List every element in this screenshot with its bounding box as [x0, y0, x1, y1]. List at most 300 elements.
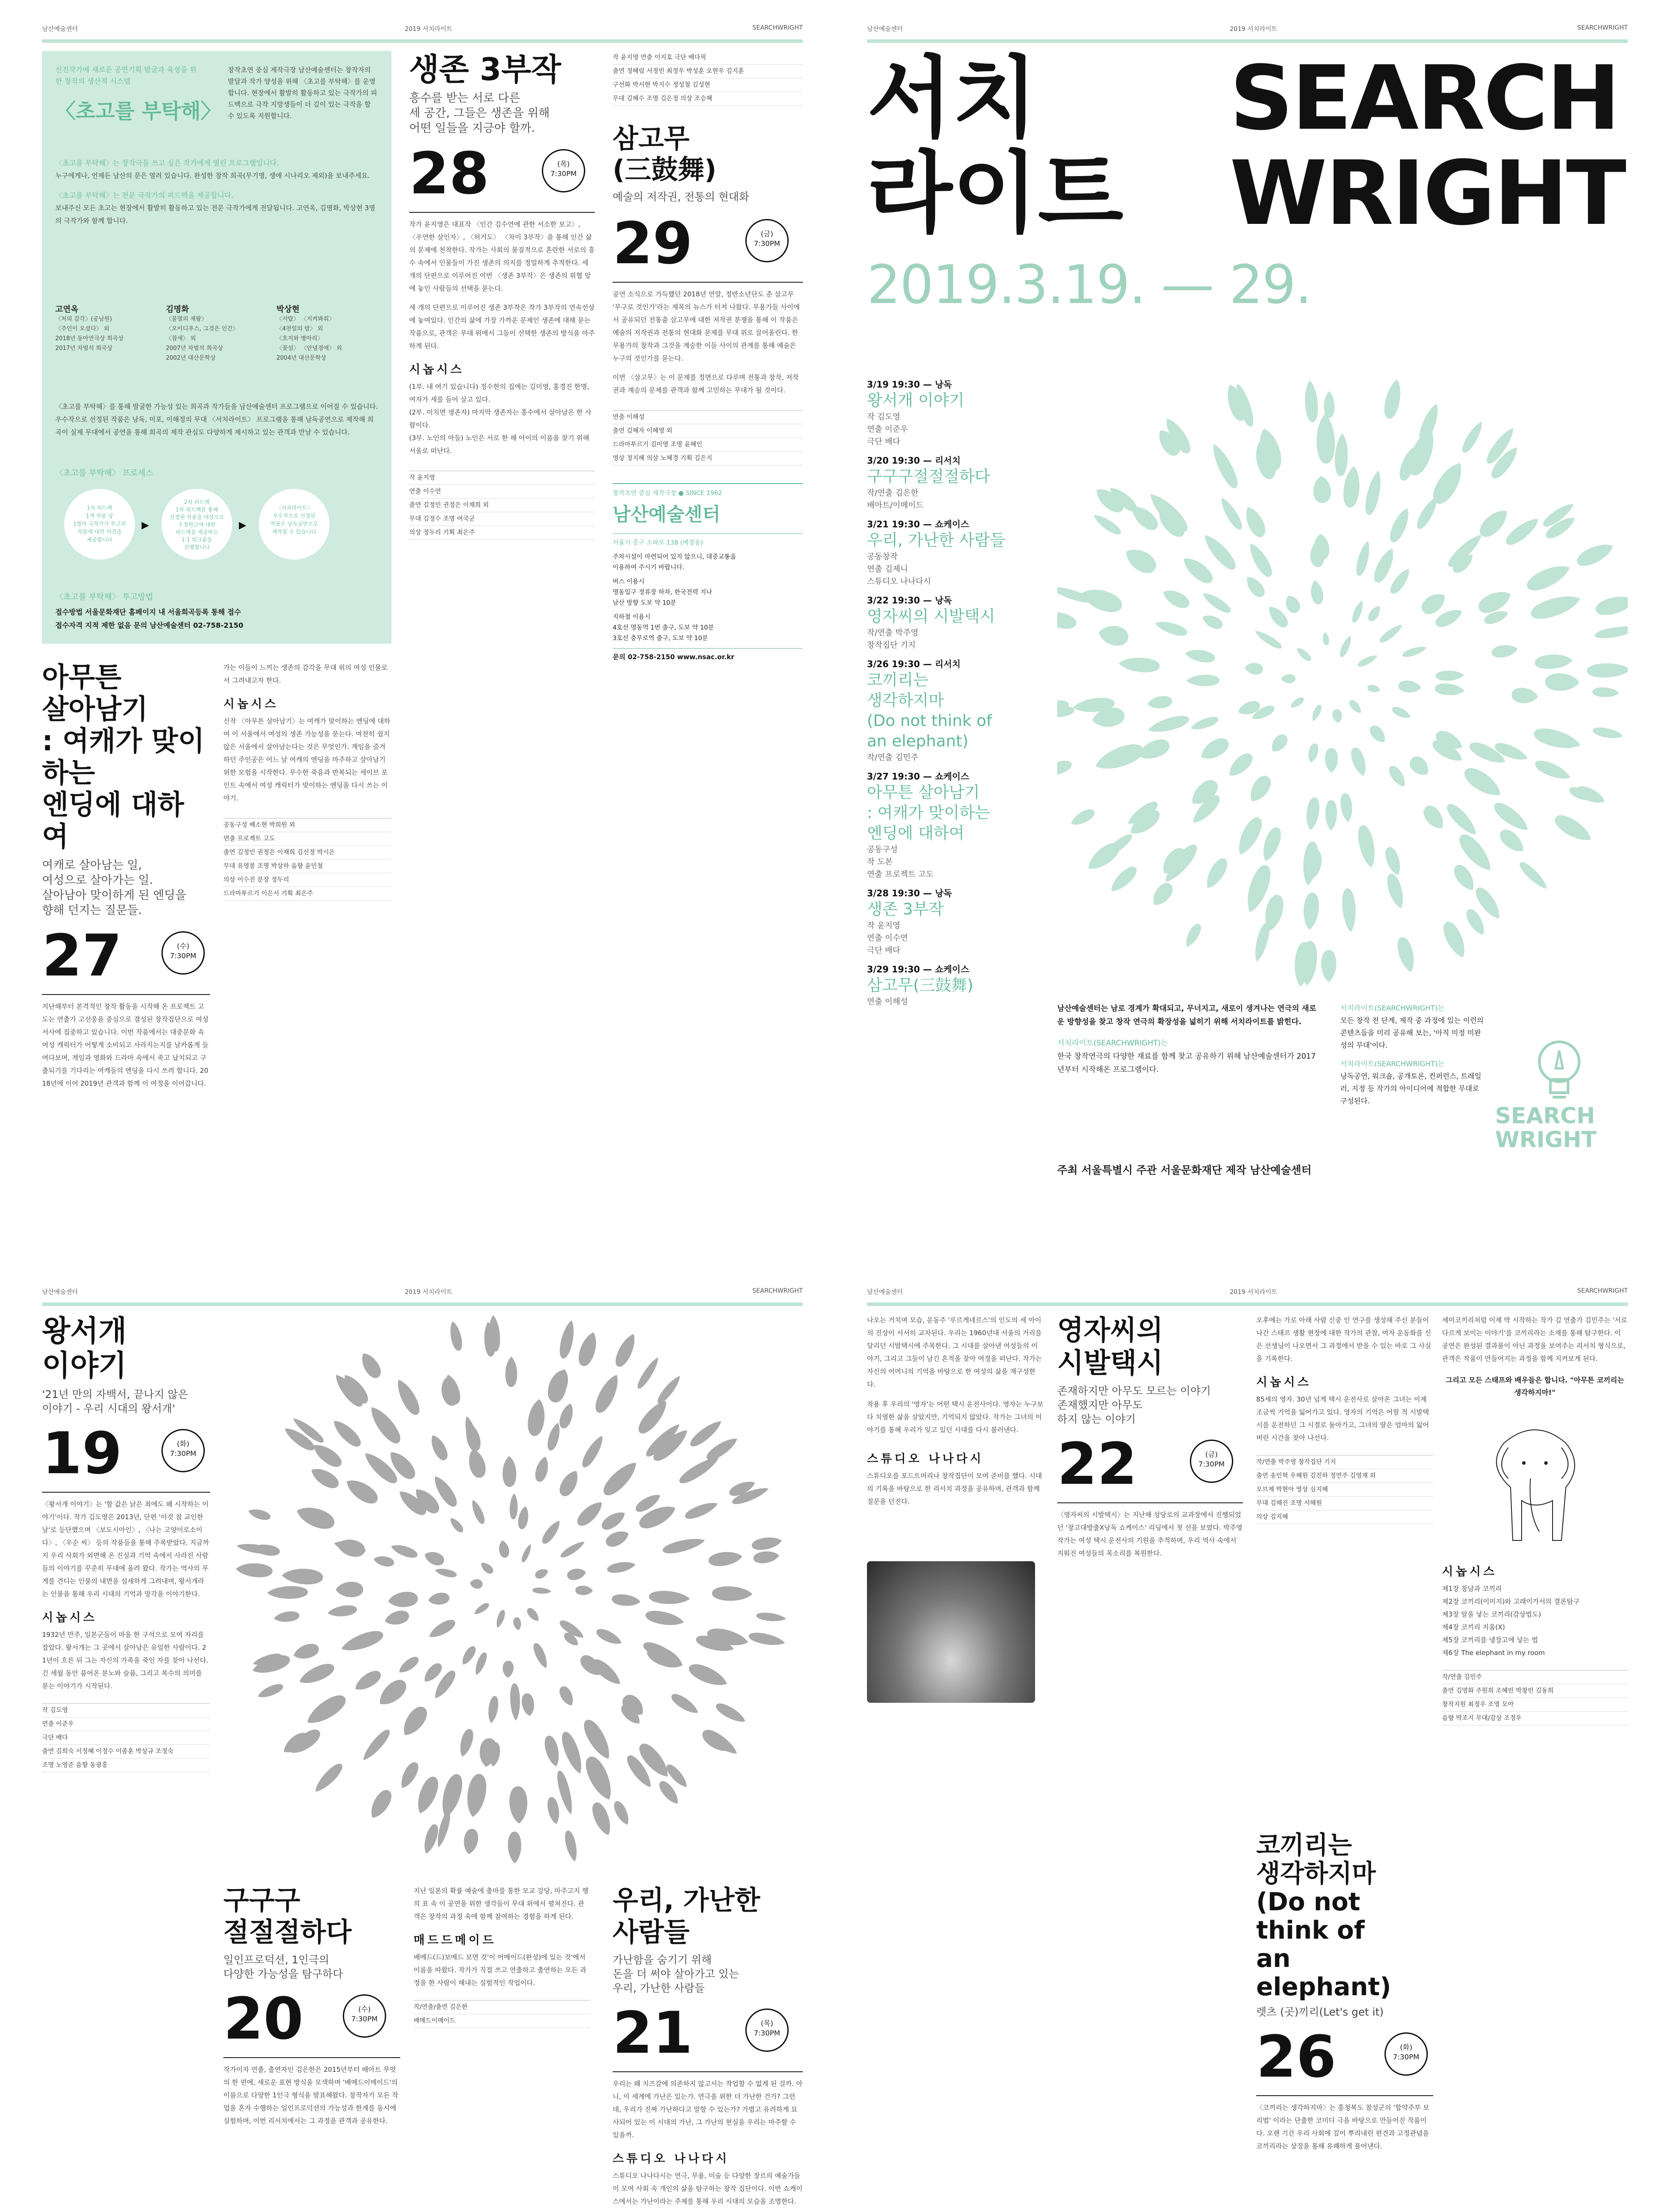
burst-drop [1401, 644, 1428, 659]
burst-drop [1202, 856, 1231, 892]
apply-label: 〈초고를 부탁해〉 투고방법 [55, 592, 153, 602]
searchwright-logo: SEARCH WRIGHT [1495, 1037, 1623, 1157]
burst-drop [1435, 670, 1464, 681]
arrow-right-icon: ▶ [239, 520, 246, 531]
burst-drop [1241, 504, 1269, 540]
running-head: 남산예술센터 2019 서치라이트 SEARCHWRIGHT [867, 1287, 1628, 1296]
burst-drop [1316, 414, 1335, 464]
event-date: 26 [1256, 2023, 1336, 2090]
time-badge: (화) 7:30PM [1384, 2032, 1428, 2076]
event-date: 20 [223, 1985, 303, 2052]
event-20-col2: 지난 일본의 확률 예술에 출마를 통한 모교 강당, 마주고지 행의 표 속 이 공연을 위한 생각들이 무대 위에서 펼쳐진다. 관객은 창작의 과정 속에 함께 참여하는 경험을 하게 된다. 매드드메이드 배메드(드)보메드 보면 것'이 어메이드(완성)에 있는 것'에서 이름을 따왔다. 작가가 직접 쓰고 연출하고 출연하는 모든 과정을 한 사람이 해내는 실험적인 작업이다. 작/연출/출연 김은한 배메드이메이드 [414, 1885, 591, 2212]
burst-drop [448, 1516, 465, 1534]
burst-drop [1354, 540, 1373, 577]
time-badge: (목) 7:30PM [542, 149, 585, 192]
intro-title: 〈초고를 부탁해〉 [55, 99, 221, 123]
burst-drop [1443, 800, 1480, 839]
burst-drop [1339, 793, 1354, 823]
burst-drop [434, 1567, 457, 1579]
theater-seats-photo [867, 1561, 1035, 1703]
nsac-info-box: 창작초연 중심 제작극장 ● SINCE 1962 남산예술센터 서울시 중구 소파로 138 (예장동) 주차시설이 마련되어 있지 않으니, 대중교통을 이용하여 주시기 바랍니다. 버스 이용시 명동입구 정류장 하차, 한국전력 지나 남산 방향 도보 약 10분 지하철 이용시 4호선 명동역 1번 출구, 도보 약 10분 3호선 충무로역 출구, 도보 약 10분 문의 02-758-2150 www.nsac.or.kr [613, 483, 803, 663]
burst-drop [1592, 726, 1624, 741]
burst-drop [1091, 511, 1124, 538]
burst-drop [1496, 826, 1528, 856]
event-27-col2: 가는 이들이 느끼는 생존의 감각을 무대 위의 여성 인물로서 그려내고자 한다. 시놉시스 신작 〈아무튼 살아남기〉는 여캐가 맞이하는 엔딩에 대하여 이 서울에서 여성의 생존 가능성을 묻는다. 여전히 쉽지 않은 서울에서 살아남는다는 것은 무엇인가. 게임을 즐겨하던 주인공은 어느 날 여캐의 엔딩을 마주하고 살아남기 위한 모험을 시작한다. 무수한 죽음과 반복되는 세이브 포인트 속에서 여성 캐릭터가 맞이하는 엔딩을 다시 쓰는 이야기. 공동구성 배소현 박희원 외 연출 프로젝트 고도 출연 김정민 권정은 이채희 김선정 박시은 무대 유영봉 조명 박상하 음향 윤민철 의상 이수진 분장 정두리 드라마투르기 이은서 기획 최은주 [223, 661, 391, 1201]
intro-para-2: 누구에게나, 언제든 남산의 문은 열려 있습니다. 완성한 창작 희곡(무기명, 생애 시나리오 제외)을 보내주세요. [55, 172, 370, 180]
burst-drop [291, 1641, 321, 1662]
process-label: 〈초고를 부탁해〉 프로세스 [55, 469, 153, 478]
burst-drop [375, 1676, 410, 1710]
top-rule [42, 1302, 803, 1306]
burst-drop [297, 1660, 337, 1688]
burst-drop [1428, 458, 1469, 508]
burst-drop [1302, 892, 1320, 930]
about-right: 서치라이트(SEARCHWRIGHT)는 모든 창작 전 단계, 제작 중 과정에 있는 이런의 콘텐츠들을 미리 공유해 보는, '아직 미정 미완성의 무대'이다. 서치라이트(SEARCHWRIGHT)는 낭독공연, 워크숍, 공개토론, 컨퍼런스, 트레일러, 지정 등 작가의 아이디어에 적합한 무대로 구성된다. [1340, 1004, 1484, 1105]
burst-drop [563, 1829, 580, 1863]
burst-drop [1420, 803, 1448, 833]
event-title: 코끼리는 생각하지마 (Do not think of an elephant) [1256, 1832, 1392, 2001]
synopsis-heading: 시놉시스 [1256, 1376, 1312, 1389]
event-title: 생존 3부작 [409, 51, 561, 88]
burst-drop [336, 1582, 363, 1598]
burst-drop [469, 1578, 483, 1590]
writer-item: 박상현 〈서랍〉 〈지켜봐줘〉 〈4천일의 밤〉 외 〈호지와 병아리〉 〈꽃섬〉 〈안녕경애〉 외 2004년 대산문학상 [276, 305, 342, 361]
burst-drop [756, 1612, 786, 1623]
burst-drop [683, 1499, 720, 1522]
burst-drop [1281, 674, 1296, 684]
burst-drop [498, 1540, 510, 1559]
mint-burst-illustration [1057, 369, 1628, 1011]
event-body: 지난해부터 본격적인 창작 활동을 시작해 온 프로젝트 고도는 연출가 고선웅을 중심으로 결성된 창작집단으로 여성 서사에 집중하고 있습니다. 이번 작품에서는 대중문화 속 여성 캐릭터가 어떻게 소비되고 사라지는지를 날카롭게 들여다보며, 게임과 영화와 드라마 속에서 죽고 납치되고 구출되기를 기다리는 여캐들의 엔딩을 다시 쓰려 합니다. 2018년에 이어 2019년 관객과 함께 이 여정을 이어갑니다. [42, 1002, 209, 1087]
burst-drop [473, 1651, 489, 1676]
burst-drop [1459, 419, 1486, 455]
burst-drop [509, 1493, 518, 1519]
synopsis-text: 제1장 창남과 코끼리 제2장 코끼리(이미지)와 고래이가서의 결론탐구 제3장 알을 낳는 코끼리(감상법도) 제4장 코끼리 지움(X) 제5장 코끼리를 냉장고에 넣는 법 제6장 The elephant in my room [1442, 1585, 1580, 1657]
arrow-right-icon: ▶ [142, 520, 149, 531]
event-title: 아무튼 살아남기 : 여캐가 맞이하는 엔딩에 대하여 [42, 661, 205, 853]
burst-drop [546, 1796, 562, 1825]
burst-drop [556, 1467, 583, 1499]
burst-drop [753, 1550, 780, 1564]
burst-drop [437, 1772, 466, 1819]
burst-drop [1217, 495, 1245, 532]
burst-drop [339, 1628, 386, 1655]
burst-drop [1592, 687, 1619, 698]
burst-drop [603, 1528, 631, 1550]
poster-footer: 주최 서울특별시 주관 서울문화재단 제작 남산예술센터 [1057, 1164, 1312, 1176]
burst-drop [1306, 742, 1320, 764]
top-rule [867, 1302, 1628, 1306]
time-badge: (수) 7:30PM [161, 931, 205, 975]
apply-method: 접수방법 서울문화재단 홈페이지 내 서울희곡등록 통해 접수 [55, 608, 241, 616]
burst-drop [644, 1609, 685, 1628]
event-27 [42, 661, 210, 1201]
schedule-item: 3/21 19:30 — 쇼케이스 우리, 가난한 사람들 공동창작 연출 김제니 스튜디오 나나다시 [867, 519, 1005, 586]
burst-drop [1069, 806, 1097, 829]
burst-drop [366, 1403, 405, 1447]
burst-drop [1594, 592, 1628, 618]
burst-drop [1245, 772, 1274, 806]
burst-drop [589, 1800, 615, 1838]
schedule-item: 3/22 19:30 — 낭독 영자씨의 시발택시 작/연출 박주영 창작집단 기지 [867, 595, 995, 650]
burst-drop [398, 1703, 431, 1740]
top-rule [42, 39, 803, 43]
schedule-item: 3/20 19:30 — 리서치 구구구절절절하다 작/연출 김은한 배아트/이메이드 [867, 455, 990, 510]
burst-drop [714, 1701, 748, 1726]
burst-drop [1197, 734, 1232, 764]
credits: 연출 이해성 출연 김혜자 이혜영 외 드라마투르기 김미영 조명 윤혜인 영상 정지혜 의상 노혜경 기획 김은지 [613, 410, 803, 465]
burst-drop [525, 1606, 541, 1623]
burst-drop [594, 1626, 624, 1647]
burst-drop [1301, 841, 1320, 887]
burst-drop [532, 1587, 552, 1594]
burst-drop [1371, 546, 1398, 585]
burst-drop [611, 1799, 632, 1827]
credits: 공동구성 배소현 박희원 외 연출 프로젝트 고도 출연 김정민 권정은 이채희 김선정 박시은 무대 유영봉 조명 박상하 음향 윤민철 의상 이수진 분장 정두리 드라마투르기 이은서 기획 최은주 [223, 818, 391, 901]
burst-drop [464, 1773, 489, 1819]
burst-drop [1189, 714, 1219, 733]
event-body: 공연 소식으로 가득했던 2018년 연말, 정반소년단도 춘 삼고무 '무구로 것인가'라는 제목의 뉴스가 터져 나왔다. 무용가들 사이에서 공유되던 전통춤 삼고무에 대한 저작권 분쟁을 통해 이 작품은 예술의 저작권과 전통의 현대화 문제를 무대 위로 끌어올린다. 한 무용가의 창작과 그것을 계승한 이들 사이의 관계를 통해 예술은 누구의 것인가를 묻는다. [613, 290, 800, 362]
event-date: 22 [1057, 1430, 1137, 1498]
burst-drop [1594, 623, 1628, 640]
running-head: 남산예술센터 2019 서치라이트 SEARCHWRIGHT [42, 24, 803, 33]
burst-drop [1463, 906, 1488, 937]
burst-drop [282, 1567, 324, 1585]
burst-drop [559, 1539, 587, 1559]
burst-drop [611, 1593, 641, 1607]
burst-drop [472, 1601, 491, 1617]
burst-drop [751, 1535, 783, 1552]
burst-drop [373, 1554, 395, 1568]
burst-drop [413, 1774, 442, 1816]
burst-drop [422, 1549, 446, 1568]
burst-drop [1587, 663, 1628, 678]
burst-drop [1160, 586, 1192, 611]
burst-drop [1259, 825, 1284, 863]
burst-drop [648, 1590, 690, 1605]
burst-drop [1398, 680, 1422, 694]
burst-drop [1184, 647, 1216, 664]
intro-heading-2: 〈초고를 부탁해〉는 창작극을 쓰고 싶은 작가에게 열린 프로그램입니다. [55, 159, 279, 167]
event-body: 〈영자씨의 시발택시〉는 지난해 성당로의 교과장에서 진행되었던 '창고대방출X낭독 쇼케이스' 리딩에서 첫 선을 보였다. 박주영 작가는 여성 택시 운전사의 기원을 추적하며, 우리 역사 속에서 지워진 여성들의 목소리를 복원한다. [1057, 1511, 1242, 1557]
synopsis-heading: 시놉시스 [1442, 1565, 1497, 1578]
credits: 작/연출 김민주 출연 김명화 주원희 조혜빈 박창빈 김동희 창작지원 최정우 조명 모아 음향 박조지 무대/감상 조정우 [1442, 1670, 1628, 1725]
burst-drop [1268, 732, 1290, 755]
burst-drop [360, 1727, 393, 1764]
event-20 [223, 1885, 400, 2212]
burst-drop [1367, 723, 1388, 746]
event-date: 21 [613, 1999, 693, 2066]
burst-drop [1517, 859, 1550, 892]
burst-drop [599, 1457, 641, 1499]
burst-drop [1200, 612, 1224, 631]
burst-drop [1341, 888, 1358, 933]
burst-drop [235, 1562, 273, 1578]
burst-drop [1253, 628, 1284, 651]
burst-drop [513, 1617, 522, 1631]
burst-drop [1355, 824, 1378, 869]
top-rule [867, 39, 1628, 43]
burst-drop [383, 1609, 410, 1628]
event-26-col2: 세미코끼리처럼 이제 막 시작하는 작가 김 연출가 김민주는 '서로 다르게 보이는 이야기'를 코끼리라는 소재를 통해 탐구한다. 이 공연은 완성된 결과물이 아닌 과정을 보여주는 리서치 형식으로, 관객은 작품이 만들어지는 과정을 함께 지켜보게 된다. 그리고 모든 스태프와 배우들은 합니다. "아무튼 코끼리는 생각하지마!" 시놉시스 제1장 창남과 코끼리 제2장 코끼리(이미지)와 고래이가서의 결론탐구 제3장 알을 낳는 코끼리(감상법도) 제4장 코끼리 지움(X) 제5장 코끼리를 냉장고에 넣는 법 제6장 The elephant in my room 작/연출 김민주 출연 김명화 주원희 조혜빈 박창빈 김동희 창작지원 최정우 조명 모아 음향 박조지 무대/감상 조정우 [1442, 1314, 1628, 2212]
process-diagram [55, 489, 378, 568]
intro-box [42, 51, 391, 644]
process-step: 2차 피드백 1차 피드백을 통해 선정된 작품을 대상으로 수정원고에 대한 피드백을 제공하는 1:1 워크숍을 진행합니다 [161, 489, 232, 560]
schedule-item: 3/29 19:30 — 쇼케이스 삼고무(三鼓舞) 연출 이해성 [867, 964, 974, 1006]
burst-drop [1092, 740, 1146, 775]
synopsis-text: 1932년 만주, 일본군들이 마을 한 구석으로 모여 자리를 잡았다. 왕서개는 그 곳에서 살아남은 유일한 사람이다. 21년이 흐른 뒤 그는 자신의 가족을 죽인 자를 찾아 나선다. 긴 세월 동안 품어온 분노와 슬픔, 그리고 복수의 의미를 묻는 이야기가 시작된다. [42, 1631, 209, 1690]
burst-drop [635, 1355, 662, 1390]
burst-drop [1325, 748, 1338, 772]
event-subtitle: 예술의 저작권, 전통의 현대화 [613, 191, 749, 203]
event-date: 28 [409, 140, 489, 207]
event-subtitle: 존재하지만 아무도 모르는 이야기 존재했지만 아무도 하지 않는 이야기 [1057, 1385, 1211, 1425]
burst-drop [1242, 573, 1268, 600]
burst-drop [526, 1398, 547, 1437]
event-subtitle: 가난함을 숨기기 위해 돈을 더 써야 살아가고 있는 우리, 가난한 사람들 [613, 1954, 739, 1994]
burst-drop [575, 1586, 593, 1595]
time-badge: (화) 7:30PM [161, 1429, 205, 1472]
burst-drop [1545, 673, 1580, 691]
burst-drop [1366, 604, 1383, 623]
burst-drop [531, 1641, 550, 1670]
schedule-list [867, 378, 1044, 1219]
intro-heading-3: 〈초고를 부탁해〉는 전문 극작가의 피드백을 제공합니다. [55, 191, 234, 200]
section-heading: 매드드메이드 [414, 1934, 496, 1947]
event-body: 우리는 왜 치즈갈에 의존하지 않고서는 작업할 수 없게 된 걸까. 아니, 이 세계에 가난은 있는가. 연극을 위한 더 가난한 건가? 그런데, 우리가 진짜 가난하다고 말할 수 있는가? 가볍고 유려하게 묘사되어 있는 이 시대의 가난, 그 가난의 현실을 우리는 마주할 수 있을까. [613, 2080, 803, 2139]
burst-drop [465, 1447, 488, 1479]
burst-drop [1383, 845, 1404, 877]
burst-drop [1208, 441, 1242, 491]
burst-drop [606, 1560, 637, 1575]
burst-drop [1295, 645, 1313, 663]
event-subtitle: 여캐로 살아남는 일, 여성으로 살아가는 일. 살아남아 맞이하게 된 엔딩을 향해 던지는 질문들. [42, 859, 187, 917]
burst-drop [327, 1604, 358, 1618]
event-subtitle: '21년 만의 자백서, 끝나지 않은 이야기 - 우리 시대의 왕서개' [42, 1388, 188, 1415]
event-subtitle: 렛츠 (곳)끼리(Let's get it) [1256, 2006, 1384, 2018]
credits: 작 김도영 연출 이준우 극단 배다 출연 김희숙 서정혜 이정수 이종훈 박상규 조정숙 조명 노영준 음향 동광홍 [42, 1703, 210, 1772]
burst-drop [1084, 839, 1124, 875]
burst-drop [1187, 675, 1220, 687]
burst-drop [1334, 433, 1349, 476]
running-head: 남산예술센터 2019 서치라이트 SEARCHWRIGHT [42, 1287, 803, 1296]
burst-drop [517, 1505, 530, 1530]
burst-drop [1388, 566, 1413, 596]
burst-drop [521, 1693, 536, 1717]
burst-drop [273, 1610, 300, 1624]
burst-drop [1391, 705, 1412, 721]
burst-drop [1491, 643, 1519, 659]
burst-drop [1349, 745, 1369, 778]
time-badge: (수) 7:30PM [343, 1994, 386, 2038]
burst-drop [1551, 811, 1595, 846]
event-date: 27 [42, 922, 122, 989]
burst-drop [579, 1717, 615, 1763]
burst-drop [520, 1543, 533, 1563]
burst-drop [557, 1402, 576, 1430]
burst-drop [1245, 540, 1276, 580]
burst-drop [1107, 863, 1140, 895]
burst-drop [509, 1786, 528, 1824]
burst-drop [574, 1498, 606, 1529]
burst-drop [426, 1617, 457, 1641]
credits-28-cont: 작 윤지영 연출 이지호 극단 배다픽 출연 정혜림 서정빈 최정우 박성훈 오현우 김지훈 구선화 박서현 박지수 정성철 김성현 무대 김혜수 조명 김은정 의상 조승혜 [613, 51, 803, 106]
poster-title-ko: 서치 라이트 [867, 47, 1124, 245]
burst-drop [1407, 753, 1433, 780]
gray-burst-illustration [219, 1314, 803, 1871]
page-quadrant-3 [42, 1287, 803, 2212]
burst-drop [1533, 757, 1573, 783]
time-badge: (금) 7:30PM [1190, 1440, 1233, 1483]
burst-drop [575, 1330, 600, 1368]
burst-drop [1057, 758, 1074, 780]
burst-drop [1532, 725, 1582, 753]
burst-drop [427, 1432, 450, 1463]
burst-drop [1200, 531, 1240, 573]
burst-drop [1503, 514, 1542, 549]
burst-drop [1310, 703, 1323, 722]
event-date: 29 [613, 210, 693, 277]
burst-drop [1304, 380, 1319, 423]
burst-drop [545, 1421, 563, 1452]
burst-drop [748, 1631, 786, 1648]
event-subtitle: 흥수를 받는 서로 다른 세 공간, 그들은 생존을 위해 어떤 일들을 지긍야 할까. [409, 92, 550, 135]
poster-title-en: SEARCH WRIGHT [1230, 47, 1625, 245]
burst-drop [396, 1654, 421, 1676]
burst-drop [1147, 695, 1173, 710]
burst-drop [1324, 391, 1335, 418]
intro-para-4: 〈초고를 부탁해〉를 통해 발굴한 가능성 있는 희곡과 작가들을 남산예술센터 프로그램으로 이어질 수 있습니다. 우수작으로 선정된 작품은 낭독, 미포, 이해정의 무대 〈서치라이트〉 프로그램을 통해 남독공연으로 제작해 희곡이 실제 무대에서 공연을 통해 희곡의 제작 관심도 다양하게 제시하고 있는 관객과 만날 수 있습니다. [55, 403, 378, 436]
burst-drop [1363, 469, 1384, 516]
burst-drop [1312, 475, 1331, 503]
burst-drop [712, 1586, 752, 1601]
credits: 작/연출/출연 김은한 배메드이메이드 [414, 2000, 591, 2028]
section-heading: 스튜디오 나나다시 [613, 2152, 729, 2166]
event-body: 〈코끼리는 생각하지마〉는 흥청복도 참성군의 '합약주부 보리법' 이라는 단출한 코미디 극을 바탕으로 만들어진 작품이다. 오랜 기간 우리 사회에 깊이 뿌리내린 편견과 고정관념을 코끼리라는 상징을 통해 유쾌하게 풀어낸다. [1256, 2104, 1430, 2150]
burst-drop [1524, 560, 1573, 595]
burst-drop [1200, 589, 1233, 615]
burst-drop [1511, 687, 1538, 704]
event-28: 생존 3부작 흥수를 받는 서로 다른 세 공간, 그들은 생존을 위해 어떤 일들을 지긍야 할까. 28 (목) 7:30PM 작가 윤지영은 대표작 〈인간 김수연에 관한 서소한 보고〉, 〈우연한 살인자〉, 〈허거도〉 〈차이 3부작〉을 통해 인간 삶의 문제에 천착한다. 작가는 사회의 물질적으로 혼란한 서로의 흥수 속에서 인물들이 가진 생존의 의지를 정밀하게 추적한다. 세 개의 단편으로 이루어진 이번 〈생존 3부작〉은 생존의 위협 앞에 놓인 사람들의 선택을 묻는다. 세 개의 단편으로 이루어진 생존 3부작은 작가 3부작의 연속선상에 놓여있다. 인간의 삶에 가장 가까운 문제인 생존에 대해 묻는 작품으로, 관객은 무대 위에서 그들이 선택한 생존의 방식을 마주하게 된다. 시놉시스 (1부. 내 여기 있습니다) 정수한의 집에는 김미영, 홍경진 한명, 여자가 세를 들어 살고 있다. (2부. 미치면 생존자) 마지막 생존자는 흥수에서 살아남은 한 사람이다. (3부. 노인의 아들) 노인은 서로 한 해 아이의 이름을 찾기 위해 서울로 떠난다. 작 윤지영 연출 이수연 출연 김정민 권정은 이채희 외 무대 김정수 조명 여국군 의상 정두리 기획 최은주 [409, 51, 595, 1201]
burst-drop [557, 1319, 577, 1360]
burst-drop [421, 1823, 441, 1855]
burst-drop [495, 1609, 506, 1629]
credits: 작 윤지영 연출 이수연 출연 김정민 권정은 이채희 외 무대 김정수 조명 여국군 의상 정두리 기획 최은주 [409, 471, 595, 540]
synopsis-heading: 시놉시스 [409, 363, 464, 376]
burst-drop [1528, 591, 1583, 623]
burst-drop [1378, 622, 1404, 645]
burst-drop [1386, 764, 1409, 790]
burst-drop [1356, 653, 1379, 668]
burst-drop [1057, 705, 1075, 719]
burst-drop [352, 1667, 383, 1694]
burst-drop [510, 1683, 521, 1720]
event-title: 구구구 절절절하다 [223, 1885, 352, 1948]
writers-list [55, 303, 378, 396]
burst-drop [502, 1660, 514, 1678]
burst-drop [357, 1350, 384, 1381]
burst-drop [457, 1728, 476, 1758]
burst-drop [1233, 814, 1266, 858]
burst-drop [1491, 799, 1532, 835]
burst-drop [1289, 695, 1305, 710]
burst-drop [311, 1761, 345, 1796]
burst-drop [533, 1455, 551, 1483]
burst-drop [1461, 764, 1505, 802]
burst-drop [579, 1433, 606, 1470]
burst-drop [566, 1567, 587, 1581]
nsac-logo: 남산예술센터 [613, 503, 721, 525]
schedule-item: 3/27 19:30 — 쇼케이스 아무튼 살아남기 : 여캐가 맞이하는 엔딩에 대하여 공동구성 작 도본 연출 프로젝트 고도 [867, 771, 990, 879]
synopsis-text: 85세의 영자. 30년 넘게 택시 운전사로 살아온 그녀는 이제 조금씩 기억을 잃어가고 있다. 영자의 기억은 어릴 적 시발택시를 운전하던 그 시절로 돌아가고, 그녀의 딸은 엄마의 잃어버린 시간을 찾아 나선다. [1256, 1395, 1429, 1442]
event-22-col1: 나오는 거치며 모습, 운동주 '루르게네르스'의 인도의 세 아이의 진상이 서서히 교차된다. 우리는 1960년대 서울의 거리를 달리던 시발택시에 주목한다. 그 시대를 살아낸 여성들의 이야기, 그리고 그들이 남긴 흔적을 찾아 여정을 떠난다. 작가는 자신의 어머니의 기억을 바탕으로 한 여성의 삶을 재구성한다. 착용 후 우리의 '영자'는 어떤 택시 운전사이다. 영자는 누구보다 치열한 삶을 살았지만, 기억되지 않았다. 작가는 그녀의 이야기를 통해 우리가 잊고 있던 시대를 다시 불러낸다. 스튜디오 나나다시 스튜디오를 포드트머리나 창작집단이 모여 준비를 했다. 시대의 기록을 바탕으로 한 리서치 과정을 공유하며, 관객과 함께 질문을 던진다. [867, 1314, 1044, 2212]
section-heading: 스튜디오 나나다시 [867, 1452, 984, 1466]
event-title: 영자씨의 시발택시 [1057, 1314, 1163, 1379]
burst-drop [1309, 580, 1324, 605]
burst-drop [1118, 656, 1160, 673]
burst-drop [1321, 950, 1337, 982]
event-21: 우리, 가난한 사람들 가난함을 숨기기 위해 돈을 더 써야 살아가고 있는 우리, 가난한 사람들 21 (목) 7:30PM 우리는 왜 치즈갈에 의존하지 않고서는 작업할 수 없게 된 걸까. 아니, 이 세계에 가난은 있는가. 연극을 위한 더 가난한 건가? 그런데, 우리가 진짜 가난하다고 말할 수 있는가? 가볍고 유려하게 묘사되어 있는 이 시대의 가난, 그 가난의 현실을 우리는 마주할 수 있을까. 스튜디오 나나다시 스튜디오 나나다시는 연극, 무용, 미술 등 다양한 장르의 예술가들이 모여 사회 속 개인의 삶을 탐구하는 창작 집단이다. 이번 쇼케이스에서는 가난이라는 주제를 통해 우리 시대의 모습을 조명한다. [613, 1885, 803, 2205]
burst-drop [462, 1828, 479, 1855]
page-quadrant-4 [867, 1287, 1628, 2212]
burst-drop [599, 1508, 628, 1533]
burst-drop [390, 1542, 419, 1560]
burst-drop [1244, 662, 1264, 676]
credits: 작/연출 박주영 창작집단 기지 출연 송인혁 우혜원 김진하 정연주 김영재 외 오브제 박현아 영상 심지혜 무대 김해진 조명 서해원 의상 김지혜 [1256, 1455, 1433, 1524]
synopsis-text: 신작 〈아무튼 살아남기〉는 여캐가 맞이하는 엔딩에 대하여 이 서울에서 여성의 생존 가능성을 묻는다. 여전히 쉽지 않은 서울에서 살아남는다는 것은 무엇인가. 게임을 즐겨하던 주인공은 어느 날 여캐의 엔딩을 마주하고 살아남기 위한 모험을 시작한다. 무수한 죽음과 반복되는 세이브 포인트 속에서 여성 캐릭터가 맞이하는 엔딩을 다시 쓰는 이야기. [223, 717, 391, 802]
burst-drop [559, 1730, 587, 1776]
burst-drop [502, 1456, 517, 1487]
process-step: 1차 피드백 1개 작품 당 1명의 극작가가 투고된 작품에 대한 의견을 제공합니다 [64, 489, 135, 560]
burst-drop [366, 1787, 395, 1821]
burst-drop [397, 1760, 422, 1791]
burst-drop [1331, 709, 1343, 724]
burst-drop [533, 1567, 550, 1580]
time-badge: (목) 7:30PM [745, 2008, 789, 2052]
burst-drop [557, 1684, 576, 1708]
burst-drop [1574, 539, 1616, 570]
burst-drop [581, 1753, 617, 1803]
burst-drop [1350, 599, 1365, 624]
burst-drop [508, 1832, 522, 1863]
event-body: 작가이자 연출, 출연자인 김은한은 2015년부터 배아트 무엇의 한 편에, 새로운 표현 방식을 모색하며 '배메드이메이드'의 이름으로 다양한 1인극 형식을 발표해왔다. 창작자가 모든 작업을 혼자 수행하는 일인프로덕션의 가능성과 한계를 동시에 실험하며, 이번 리서치에서는 그 과정을 관객과 공유한다. [223, 2066, 399, 2125]
burst-drop [655, 1373, 683, 1406]
synopsis-heading: 시놉시스 [223, 698, 279, 711]
burst-drop [1225, 750, 1256, 780]
burst-drop [1147, 713, 1191, 736]
event-22-col3: 오후에는 가로 아래 사람 신중 인 연구를 생성해 주신 분들이 나간 스태프 생활 현장에 대한 작가의 관찰, 여자 운동화를 신은 선생님이 나오면서 그 과정에서 받을 수 있는 바로 그 사실을 기록한다. 시놉시스 85세의 영자. 30년 넘게 택시 운전사로 살아온 그녀는 이제 조금씩 기억을 잃어가고 있다. 영자의 기억은 어릴 적 시발택시를 운전하던 그 시절로 돌아가고, 그녀의 딸은 엄마의 잃어버린 시간을 찾아 나선다. 작/연출 박주영 창작집단 기지 출연 송인혁 우혜원 김진하 정연주 김영재 외 오브제 박현아 영상 심지혜 무대 김해진 조명 서해원 의상 김지혜 [1256, 1314, 1433, 1823]
process-step: 〈서치라이트〉 우수작으로 선정된 작품은 낭독공연으로 제작될 수 있습니다 [259, 489, 330, 560]
burst-drop [505, 1357, 517, 1387]
burst-drop [1325, 800, 1337, 830]
burst-drop [1097, 623, 1130, 648]
burst-drop [448, 1320, 464, 1352]
burst-drop [1057, 608, 1078, 631]
burst-drop [247, 1507, 272, 1522]
burst-drop [591, 1371, 623, 1416]
event-22 [1057, 1314, 1243, 2212]
burst-drop [708, 1550, 743, 1568]
event-body: 작가 윤지영은 대표작 〈인간 김수연에 관한 서소한 보고〉, 〈우연한 살인자〉, 〈허거도〉 〈차이 3부작〉을 통해 인간 삶의 문제에 천착한다. 작가는 사회의 물질적으로 혼란한 서로의 흥수 속에서 인물들이 가진 생존의 의지를 정밀하게 추적한다. 세 개의 단편으로 이루어진 이번 〈생존 3부작〉은 생존의 위협 앞에 놓인 사람들의 선택을 묻는다. [409, 220, 595, 292]
synopsis-heading: 시놉시스 [42, 1611, 97, 1624]
burst-drop [661, 1535, 706, 1556]
burst-drop [427, 1591, 450, 1606]
burst-drop [459, 1644, 478, 1667]
writer-item: 김명화 〈불멸의 제왕〉 〈오이디푸스, 그것은 인간〉 〈참새〉 외 2007년 차범석 희곡상 2002년 대산문학상 [166, 305, 238, 361]
burst-drop [1121, 543, 1160, 577]
burst-drop [1347, 698, 1364, 715]
burst-drop [387, 1590, 419, 1609]
